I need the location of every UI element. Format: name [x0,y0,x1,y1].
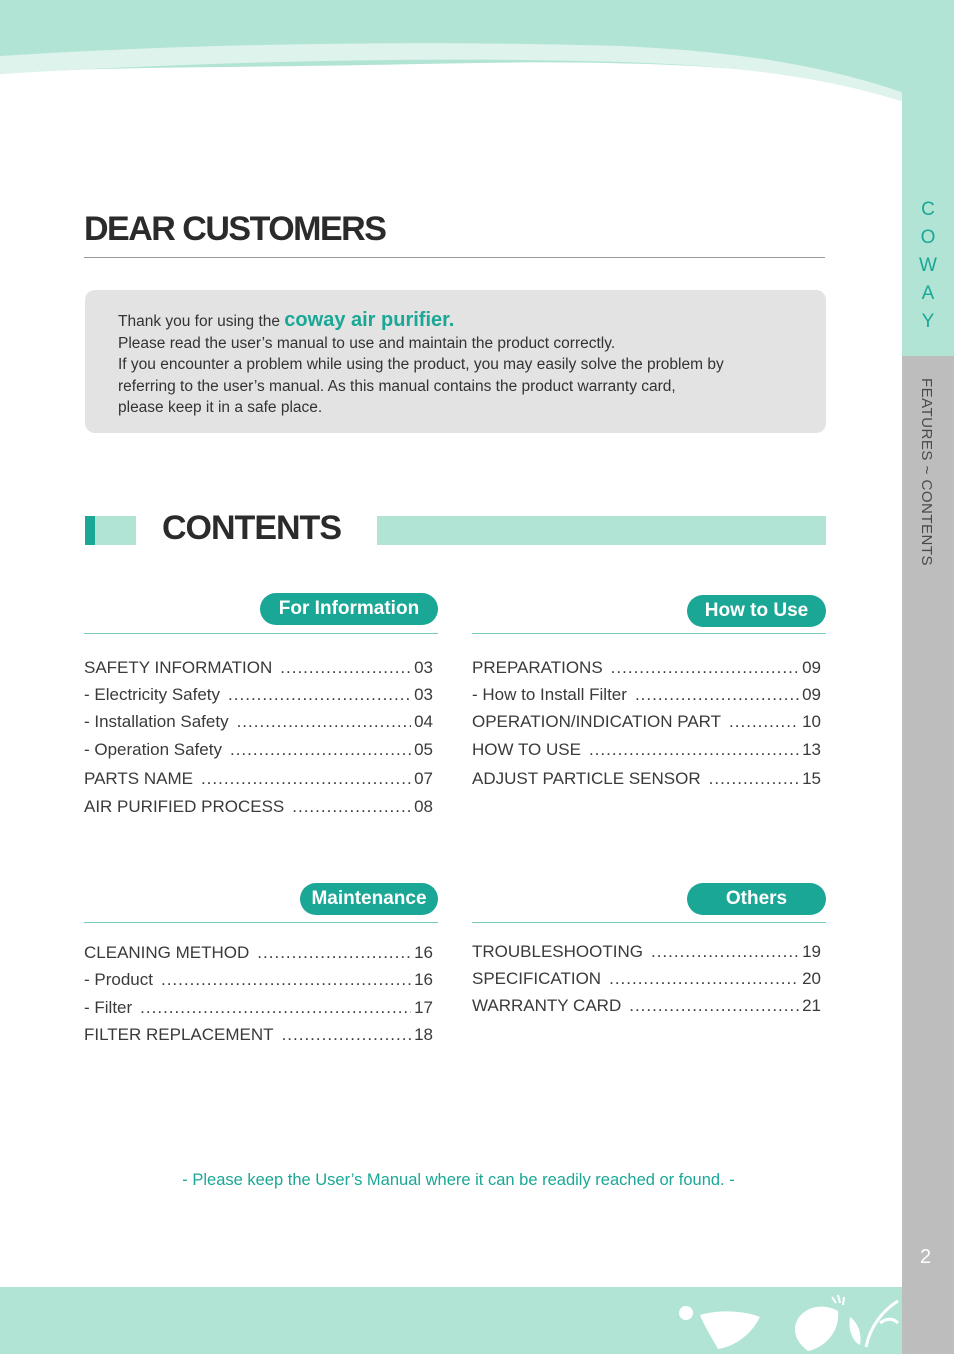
section-divider [472,633,826,634]
brand-vertical-text [902,196,954,336]
toc-page: 17 [414,998,433,1017]
toc-page: 07 [414,769,433,788]
toc-label: SAFETY INFORMATION [84,658,273,677]
section-vertical-label: FEATURES ~ CONTENTS [918,378,935,566]
toc-leader [589,740,799,760]
footer-note: - Please keep the User’s Manual where it can be readily reached or found. - [182,1171,735,1189]
toc-page: 20 [802,969,821,988]
toc-leader [257,943,411,963]
toc-leader [280,658,411,678]
brand-name: coway air purifier. [284,309,455,331]
contents-marker-light [95,516,136,545]
toc-entry[interactable] [84,740,433,762]
toc-page: 16 [414,970,433,989]
toc-label: PREPARATIONS [472,658,603,677]
toc-page: 19 [802,942,821,961]
toc-page: 21 [802,996,821,1015]
section-pill-maintenance: Maintenance [300,883,438,915]
toc-page: 08 [414,797,433,816]
toc-label: - How to Install Filter [472,685,627,704]
section-pill-for-information: For Information [260,593,438,625]
toc-leader [611,658,799,678]
toc-leader [651,942,799,962]
brand-letter: O [920,227,936,248]
toc-entry[interactable] [84,970,433,992]
toc-leader [237,712,412,732]
toc-label: PARTS NAME [84,769,193,788]
toc-leader [161,970,411,990]
toc-label: OPERATION/INDICATION PART [472,712,722,731]
toc-leader [282,1025,412,1045]
brand-letter: W [919,255,937,276]
page-number: 2 [920,1246,932,1268]
toc-entry[interactable] [472,769,821,791]
toc-leader [609,969,799,989]
section-divider [472,922,826,923]
intro-line: referring to the user’s manual. As this manual contains the product warranty card, [118,377,676,395]
brand-letter: A [921,283,935,304]
toc-page: 05 [414,740,433,759]
toc-label: - Product [84,970,153,989]
toc-label: AIR PURIFIED PROCESS [84,797,285,816]
toc-entry[interactable] [84,943,433,965]
toc-entry[interactable] [472,712,821,734]
contents-title: CONTENTS [162,509,341,547]
toc-page: 13 [802,740,821,759]
toc-leader [230,740,411,760]
toc-leader [292,797,411,817]
intro-prefix: Thank you for using the [118,313,285,330]
top-wave-decoration [0,0,954,120]
toc-label: - Filter [84,998,133,1017]
toc-page: 18 [414,1025,433,1044]
intro-line: If you encounter a problem while using the product, you may easily solve the problem by [118,356,724,373]
toc-label: SPECIFICATION [472,969,602,988]
toc-entry[interactable] [472,658,821,680]
leaf-decoration-icon [670,1287,902,1354]
toc-label: - Operation Safety [84,740,222,759]
title-divider [84,257,825,258]
toc-leader [629,996,799,1016]
toc-entry[interactable] [472,740,821,762]
toc-entry[interactable] [472,996,821,1018]
toc-entry[interactable] [84,685,433,707]
intro-line: please keep it in a safe place. [118,399,323,416]
toc-entry[interactable] [84,712,433,734]
toc-entry[interactable] [472,942,821,964]
toc-leader [201,769,411,789]
section-pill-others: Others [687,883,826,915]
toc-label: CLEANING METHOD [84,943,250,962]
toc-entry[interactable] [472,969,821,991]
toc-entry[interactable] [84,1025,433,1047]
toc-page: 09 [802,685,821,704]
toc-leader [709,769,799,789]
intro-line [118,310,826,333]
toc-entry[interactable] [84,658,433,680]
toc-leader [635,685,799,705]
toc-entry[interactable] [84,797,433,819]
dear-customers-title: DEAR CUSTOMERS [84,210,386,248]
section-divider [84,922,438,923]
toc-label: - Electricity Safety [84,685,221,704]
brand-letter: C [921,199,935,220]
toc-label: - Installation Safety [84,712,229,731]
toc-page: 03 [414,658,433,677]
toc-label: WARRANTY CARD [472,996,622,1015]
toc-page: 15 [802,769,821,788]
section-divider [84,633,438,634]
contents-bar [377,516,826,545]
toc-label: HOW TO USE [472,740,581,759]
toc-page: 04 [414,712,433,731]
toc-label: TROUBLESHOOTING [472,942,643,961]
brand-letter: Y [921,311,935,332]
toc-page: 10 [802,712,821,731]
toc-entry[interactable] [84,998,433,1020]
intro-box [85,290,826,433]
toc-label: ADJUST PARTICLE SENSOR [472,769,701,788]
section-pill-how-to-use: How to Use [687,595,826,627]
toc-page: 03 [414,685,433,704]
toc-entry[interactable] [472,685,821,707]
toc-label: FILTER REPLACEMENT [84,1025,274,1044]
toc-leader [228,685,411,705]
toc-leader [140,998,411,1018]
toc-entry[interactable] [84,769,433,791]
toc-leader [729,712,799,732]
contents-marker-dark [85,516,95,545]
toc-page: 16 [414,943,433,962]
toc-page: 09 [802,658,821,677]
intro-line: Please read the user’s manual to use and maintain the product correctly. [118,334,616,352]
